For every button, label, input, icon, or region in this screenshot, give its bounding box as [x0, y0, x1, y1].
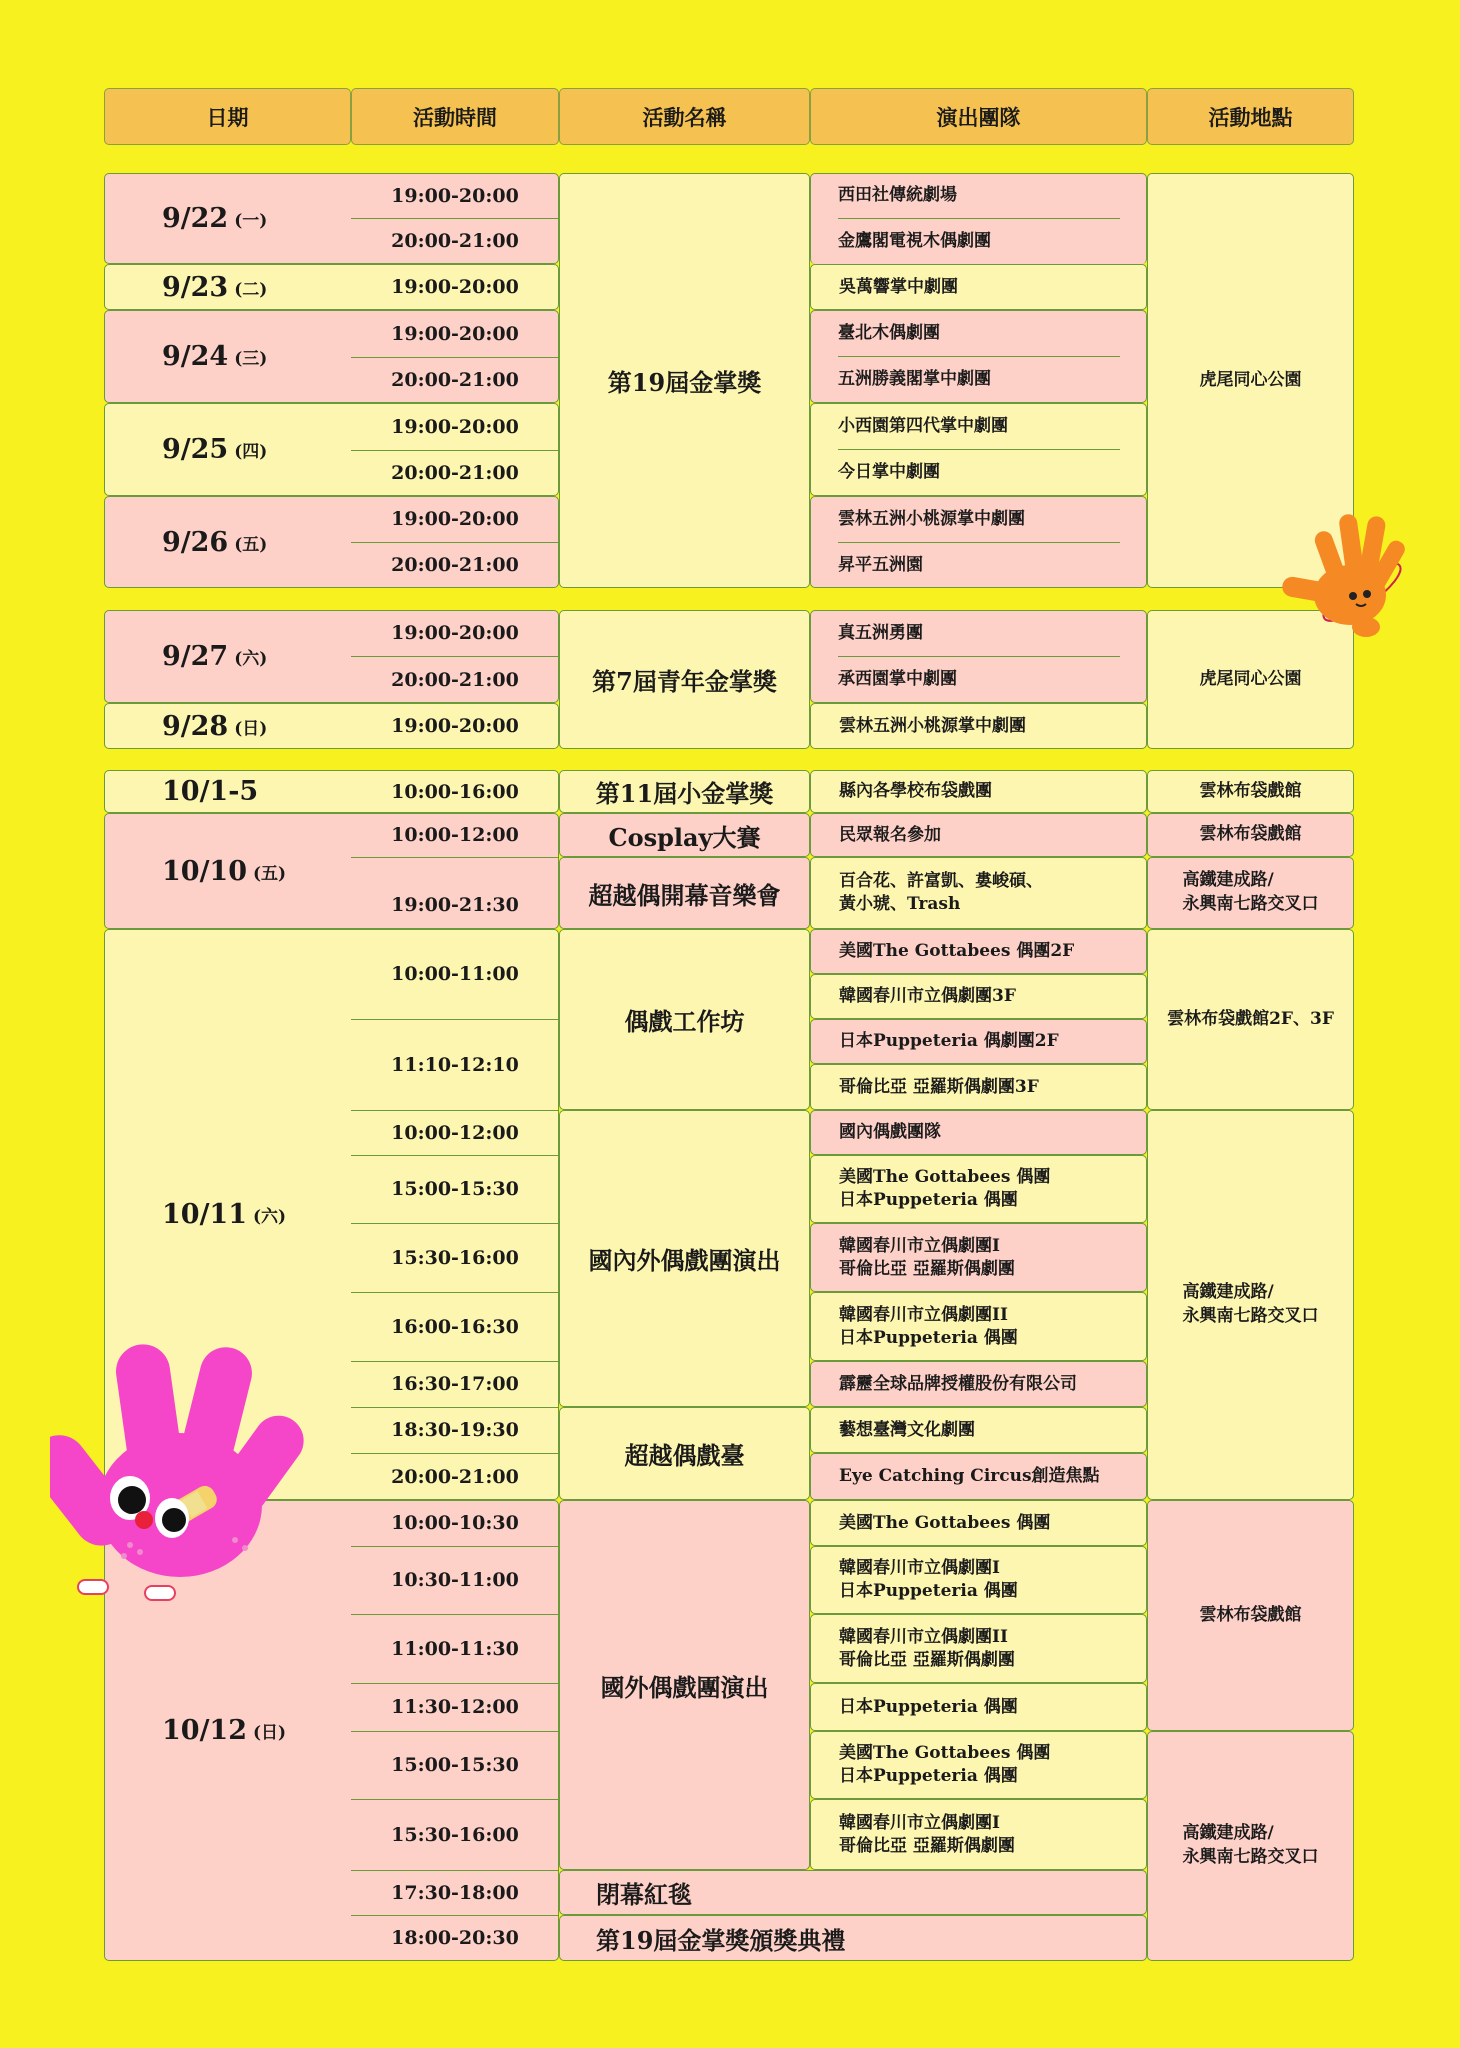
troupe-cell: 韓國春川市立偶劇團II 日本Puppeteria 偶團: [810, 1292, 1147, 1361]
event-cell: Cosplay大賽: [559, 813, 810, 857]
time-slot: 11:10-12:10: [391, 1053, 519, 1076]
troupe-cell: 美國The Gottabees 偶團 日本Puppeteria 偶團: [810, 1155, 1147, 1223]
time-slot: 20:00-21:00: [391, 668, 519, 691]
troupe-cell: 美國The Gottabees 偶團 日本Puppeteria 偶團: [810, 1731, 1147, 1799]
venue-cell: 雲林布袋戲館: [1147, 1500, 1354, 1731]
date-cell: 9/22 (一): [104, 173, 559, 264]
time-slot: 11:30-12:00: [391, 1696, 519, 1718]
time-slot: 19:00-21:30: [391, 894, 519, 916]
time-slot: 10:00-10:30: [391, 1512, 519, 1534]
event-cell: 超越偶開幕音樂會: [559, 857, 810, 929]
time-slot: 10:30-11:00: [391, 1569, 519, 1591]
divider: [838, 449, 1120, 450]
date-cell: 10/11 (六): [104, 929, 559, 1500]
venue-cell: 雲林布袋戲館: [1147, 770, 1354, 813]
date-cell: 10/1-5: [104, 770, 559, 813]
divider: [838, 656, 1120, 657]
troupe-text: 臺北木偶劇團: [838, 322, 940, 343]
event-cell: 第19屆金掌獎頒獎典禮: [559, 1915, 1147, 1961]
time-slot: 11:00-11:30: [391, 1637, 519, 1660]
time-column-block1: [351, 173, 559, 588]
header-date: 日期: [104, 88, 351, 145]
event-cell: 超越偶戲臺: [559, 1407, 810, 1500]
troupe-cell: Eye Catching Circus創造焦點: [810, 1453, 1147, 1500]
divider: [838, 356, 1120, 357]
troupe-text: 金鷹閣電視木偶劇團: [838, 230, 991, 251]
time-slot: 10:00-16:00: [391, 780, 519, 803]
header-time: 活動時間: [351, 88, 559, 145]
orange-hand-mascot: [1270, 500, 1420, 650]
time-slot: 20:00-21:00: [391, 554, 519, 576]
date-cell: 9/25 (四): [104, 403, 559, 496]
event-cell: 國內外偶戲團演出: [559, 1110, 810, 1407]
venue-cell: 虎尾同心公園: [1147, 173, 1354, 588]
troupe-cell: 美國The Gottabees 偶團: [810, 1500, 1147, 1546]
event-cell: 第19屆金掌獎: [559, 173, 810, 588]
troupe-text: 昇平五洲園: [838, 554, 923, 575]
event-cell: 閉幕紅毯: [559, 1870, 1147, 1915]
time-slot: 10:00-12:00: [391, 1121, 519, 1144]
time-slot: 16:00-16:30: [391, 1315, 519, 1338]
time-slot: 16:30-17:00: [391, 1373, 519, 1395]
time-slot: 10:00-11:00: [391, 963, 519, 985]
troupe-cell: 百合花、許富凱、婁峻碩、 黃小琥、Trash: [810, 857, 1147, 929]
event-cell: 第7屆青年金掌獎: [559, 610, 810, 749]
troupe-cell: 韓國春川市立偶劇團3F: [810, 974, 1147, 1019]
troupe-cell: 雲林五洲小桃源掌中劇團: [810, 703, 1147, 749]
troupe-cell: 日本Puppeteria 偶劇團2F: [810, 1019, 1147, 1064]
time-slot: 15:00-15:30: [391, 1178, 519, 1200]
date-cell: 9/26 (五): [104, 496, 559, 588]
time-slot: 20:00-21:00: [391, 1465, 519, 1488]
troupe-cell: 國內偶戲團隊: [810, 1110, 1147, 1155]
divider: [351, 450, 559, 451]
troupe-cell: 美國The Gottabees 偶團2F: [810, 929, 1147, 974]
venue-cell: 高鐵建成路/ 永興南七路交叉口: [1147, 1731, 1354, 1961]
date-cell: 9/24 (三): [104, 310, 559, 403]
divider: [838, 542, 1120, 543]
header-event: 活動名稱: [559, 88, 810, 145]
time-slot: 15:00-15:30: [391, 1754, 519, 1776]
time-slot: 17:30-18:00: [391, 1881, 519, 1904]
troupe-cell: 哥倫比亞 亞羅斯偶劇團3F: [810, 1064, 1147, 1110]
header-troupe: 演出團隊: [810, 88, 1147, 145]
date-cell: 9/27 (六): [104, 610, 559, 703]
troupe-cell: 民眾報名參加: [810, 813, 1147, 857]
time-slot: 20:00-21:00: [391, 369, 519, 391]
divider: [351, 656, 559, 657]
time-slot: 15:30-16:00: [391, 1246, 519, 1269]
header-venue: 活動地點: [1147, 88, 1354, 145]
venue-cell: 高鐵建成路/ 永興南七路交叉口: [1147, 1110, 1354, 1500]
troupe-cell: 霹靂全球品牌授權股份有限公司: [810, 1361, 1147, 1407]
troupe-text: 西田社傳統劇場: [838, 185, 957, 206]
troupe-text: 今日掌中劇團: [838, 462, 940, 483]
time-slot: 20:00-21:00: [391, 462, 519, 484]
time-slot: 18:30-19:30: [391, 1419, 519, 1441]
time-slot: 19:00-20:00: [391, 715, 519, 737]
troupe-cell: 縣內各學校布袋戲團: [810, 770, 1147, 813]
date-cell: 9/23 (二): [104, 264, 559, 310]
time-slot: 15:30-16:00: [391, 1823, 519, 1846]
troupe-text: 真五洲勇團: [838, 622, 923, 643]
pink-hand-mascot: [50, 1340, 310, 1620]
divider: [351, 542, 559, 543]
troupe-text: 雲林五洲小桃源掌中劇團: [838, 508, 1025, 529]
date-cell: 10/10 (五): [104, 813, 559, 929]
venue-cell: 高鐵建成路/ 永興南七路交叉口: [1147, 857, 1354, 929]
divider: [838, 218, 1120, 219]
troupe-cell: 韓國春川市立偶劇團I 日本Puppeteria 偶團: [810, 1546, 1147, 1614]
troupe-cell: 日本Puppeteria 偶團: [810, 1683, 1147, 1731]
time-slot: 19:00-20:00: [391, 276, 519, 298]
event-cell: 國外偶戲團演出: [559, 1500, 810, 1870]
time-slot: 19:00-20:00: [391, 184, 519, 207]
troupe-text: 承西園掌中劇團: [838, 669, 957, 690]
date-cell: 9/28 (日): [104, 703, 559, 749]
divider: [351, 218, 559, 219]
time-slot: 19:00-20:00: [391, 322, 519, 345]
troupe-cell: 韓國春川市立偶劇團I 哥倫比亞 亞羅斯偶劇團: [810, 1223, 1147, 1292]
venue-cell: 虎尾同心公園: [1147, 610, 1354, 749]
time-slot: 19:00-20:00: [391, 415, 519, 438]
time-slot: 20:00-21:00: [391, 230, 519, 252]
troupe-cell: 吳萬響掌中劇團: [810, 264, 1147, 310]
troupe-cell: 藝想臺灣文化劇團: [810, 1407, 1147, 1453]
divider: [351, 357, 559, 358]
time-slot: 19:00-20:00: [391, 508, 519, 530]
time-slot: 18:00-20:30: [391, 1927, 519, 1949]
troupe-text: 小西園第四代掌中劇團: [838, 415, 1008, 436]
venue-cell: 雲林布袋戲館: [1147, 813, 1354, 857]
troupe-cell: 韓國春川市立偶劇團II 哥倫比亞 亞羅斯偶劇團: [810, 1614, 1147, 1683]
event-cell: 第11屆小金掌獎: [559, 770, 810, 813]
time-slot: 19:00-20:00: [391, 622, 519, 644]
date-cell: 10/12 (日): [104, 1500, 559, 1961]
venue-cell: 雲林布袋戲館2F、3F: [1147, 929, 1354, 1110]
event-cell: 偶戲工作坊: [559, 929, 810, 1110]
troupe-cell: 韓國春川市立偶劇團I 哥倫比亞 亞羅斯偶劇團: [810, 1799, 1147, 1870]
time-slot: 10:00-12:00: [391, 824, 519, 846]
troupe-text: 五洲勝義閣掌中劇團: [838, 369, 991, 390]
